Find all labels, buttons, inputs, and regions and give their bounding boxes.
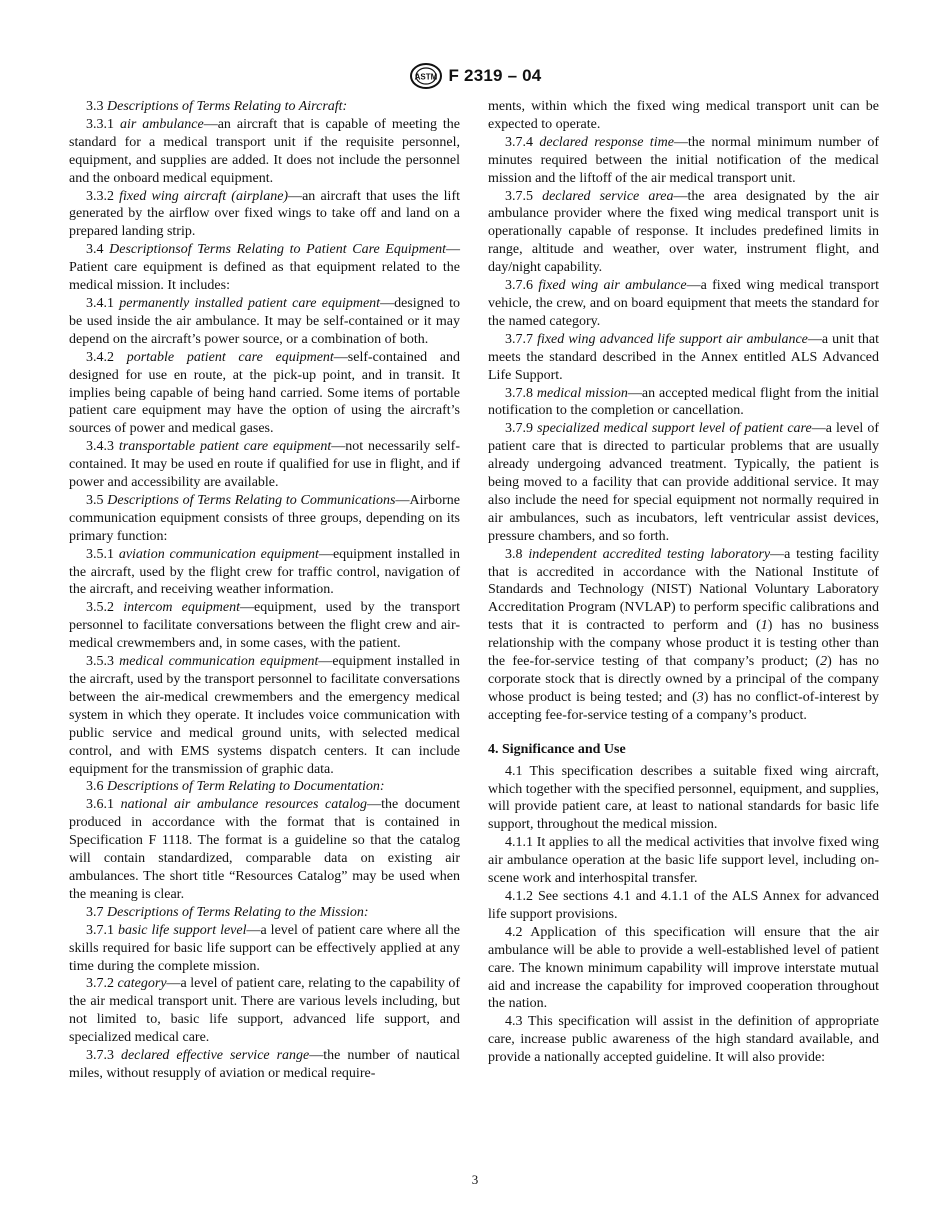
term: Descriptions of Terms Relating to Communications <box>107 492 396 508</box>
paragraph: 4.1 This specification describes a suitable fixed wing aircraft, which together with the specified personnel, equipment, and supplies, will provide patient care, at least to national standards for basic life support, throughout the medical mission. <box>488 763 879 833</box>
paragraph: 3.7.7 fixed wing advanced life support air ambulance—a unit that meets the standard described in the Annex entitled ALS Advanced Life Support. <box>488 331 880 383</box>
term: declared effective service range <box>120 1048 310 1064</box>
paragraph: 3.7.2 category—a level of patient care, relating to the capability of the air medical transport unit. There are various levels including, but not limited to, basic life support, advanced life support, and specialized medical care. <box>69 976 460 1046</box>
term: category <box>117 976 167 992</box>
paragraph: 3.7.9 specialized medical support level of patient care—a level of patient care that is directed to particular problems that are usually already undergoing advanced treatment. Typically, the patient is being moved to a facility that can provide additional service. It may also include the need for special equipment not normally required in air ambulances, such as incubators, left ventricular assist devices, pressure chambers, and so forth. <box>488 421 879 544</box>
paragraph: 4.3 This specification will assist in the definition of appropriate care, increase public awareness of the high standard available, and provide a nationally accepted guideline. It will also provide: <box>488 1014 879 1066</box>
paragraph: 3.5.1 aviation communication equipment—equipment installed in the aircraft, used by the flight crew for traffic control, navigation of the aircraft, and receiving weather information. <box>69 546 460 598</box>
term: intercom equipment <box>123 600 240 616</box>
paragraph: ments, within which the fixed wing medical transport unit can be expected to operate. <box>488 99 879 132</box>
term: fixed wing air ambulance <box>538 278 687 294</box>
paragraph: 3.7.3 declared effective service range—the number of nautical miles, without resupply of aviation or medical require- <box>69 1048 461 1081</box>
paragraph: 4.1.1 It applies to all the medical activities that involve fixed wing air ambulance operation at the basic life support level, including on-scene work and interhospital transfer. <box>488 835 879 887</box>
term: basic life support level <box>117 922 247 938</box>
paragraph: 3.4.1 permanently installed patient care equipment—designed to be used inside the air ambulance. It may be self-contained or it may depend on the aircraft’s power source, or a combination of both. <box>69 295 460 347</box>
term: declared service area <box>542 188 674 204</box>
right-column <box>488 98 879 1067</box>
term: Descriptions of Terms Relating to the Mission: <box>107 904 369 920</box>
paragraph: 3.3 Descriptions of Terms Relating to Aircraft: <box>86 99 348 114</box>
term: medical mission <box>536 385 628 401</box>
paragraph: 3.3.1 air ambulance—an aircraft that is capable of meeting the standard for a medical transport unit if the requisite personnel, equipment, and supplies are added. It does not include the personnel and the onboard medical equipment. <box>69 116 461 186</box>
paragraph: 3.5.3 medical communication equipment—equipment installed in the aircraft, used by the transport personnel to facilitate conversations between the air-medical crewmembers and the emergency medical system in which they operate. It includes voice communication with public service and medical ground units, with selected medical control, and with EMS systems dispatch centers. It can include equipment for the transmission of graphic data. <box>69 654 460 777</box>
term: declared response time <box>539 134 674 150</box>
term: fixed wing advanced life support air ambulance <box>537 331 808 347</box>
term: specialized medical support level of patient care <box>537 421 812 437</box>
term: Descriptionsof Terms Relating to Patient Care Equipment <box>109 242 447 258</box>
term: portable patient care equipment <box>126 349 334 365</box>
paragraph: 3.8 independent accredited testing laboratory—a testing facility that is accredited in accordance with the National Institute of Standards and Technology (NIST) National Voluntary Laboratory Accreditation Program (NVLAP) to perform specific calibrations and tests that it is contracted to perform and (1) has no business relationship with the company whose product it is testing other than the fee-for-service testing of that company’s product; (2) has no corporate stock that is directly owned by a principal of the company whose product is being tested; and (3) has no conflict-of-interest by accepting fee-for-service testing of a company’s product. <box>488 546 879 723</box>
paragraph: 3.4 Descriptionsof Terms Relating to Patient Care Equipment—Patient care equipment is defined as that equipment related to the medical mission. It includes: <box>69 242 461 294</box>
paragraph: 3.3.2 fixed wing aircraft (airplane)—an aircraft that uses the lift generated by the airflow over fixed wings to take off and land on a prepared landing strip. <box>69 188 460 240</box>
left-column <box>69 98 460 1083</box>
paragraph: 3.4.2 portable patient care equipment—self-contained and designed for use en route, at the pick-up point, and in transit. It implies being capable of being hand carried. Some items of portable patient care equipment may have the option of using the aircraft’s sources of power and medical gases. <box>69 349 461 437</box>
astm-logo-icon <box>409 62 443 90</box>
term: independent accredited testing laboratory <box>528 546 771 562</box>
term: Descriptions of Term Relating to Documentation: <box>107 779 385 795</box>
term: fixed wing aircraft (airplane) <box>119 188 289 204</box>
term: Descriptions of Terms Relating to Aircraft: <box>107 99 348 114</box>
paragraph: 3.6 Descriptions of Term Relating to Documentation: <box>86 779 385 795</box>
term: transportable patient care equipment <box>118 439 332 455</box>
page-number: 3 <box>471 1172 479 1187</box>
term: national air ambulance resources catalog <box>120 797 368 813</box>
paragraph: 3.5 Descriptions of Terms Relating to Communications—Airborne communication equipment consists of three groups, depending on its primary function: <box>69 492 460 544</box>
term: air ambulance <box>119 116 204 132</box>
section-heading: 4. Significance and Use <box>488 741 626 757</box>
paragraph: 3.5.2 intercom equipment—equipment, used by the transport personnel to facilitate conversations between the flight crew and air-medical crewmembers and, in some cases, with the patient. <box>69 600 460 652</box>
paragraph: 4.2 Application of this specification will ensure that the air ambulance will be able to provide a well-established level of patient care. The known minimum capability will improve interstate mutual aid and increase the capability for improved cooperation throughout the nation. <box>488 924 879 1012</box>
paragraph: 4.1.2 See sections 4.1 and 4.1.1 of the ALS Annex for advanced life support provisions. <box>488 888 879 922</box>
paragraph: 3.4.3 transportable patient care equipment—not necessarily self-contained. It may be used en route if qualified for use in flight, and if power and accessibility are available. <box>69 439 460 491</box>
term: aviation communication equipment <box>118 546 319 562</box>
paragraph: 3.7 Descriptions of Terms Relating to the Mission: <box>86 904 369 920</box>
document-designation: F 2319 – 04 <box>448 66 542 85</box>
paragraph: 3.7.4 declared response time—the normal minimum number of minutes required between the initial notification of the medical mission and the liftoff of the air medical transport unit. <box>488 134 880 186</box>
term: permanently installed patient care equipment <box>119 295 381 311</box>
paragraph: 3.7.5 declared service area—the area designated by the air ambulance provider where the fixed wing medical transport unit is operationally capable of response. It includes predefined limits in range, altitude and weather, over water, instrument flight, and day/night capability. <box>488 188 880 276</box>
paragraph: 3.7.1 basic life support level—a level of patient care where all the skills required for basic life support can be effectively applied at any time during the complete mission. <box>69 922 461 974</box>
paragraph: 3.7.6 fixed wing air ambulance—a fixed wing medical transport vehicle, the crew, and on board equipment that meets the standard for the named category. <box>488 278 880 329</box>
term: medical communication equipment <box>119 654 319 670</box>
page-header <box>0 62 950 90</box>
paragraph: 3.7.8 medical mission—an accepted medical flight from the initial notification to the completion or cancellation. <box>488 385 880 419</box>
logo-text: ASTM <box>414 72 437 82</box>
paragraph: 3.6.1 national air ambulance resources catalog—the document produced in accordance with the format that is contained in Specification F 1118. The format is a guideline so that the catalog will contain standardized, comparable data on existing air ambulances. The short title “Resources Catalog” may be used when the meaning is clear. <box>69 797 461 902</box>
